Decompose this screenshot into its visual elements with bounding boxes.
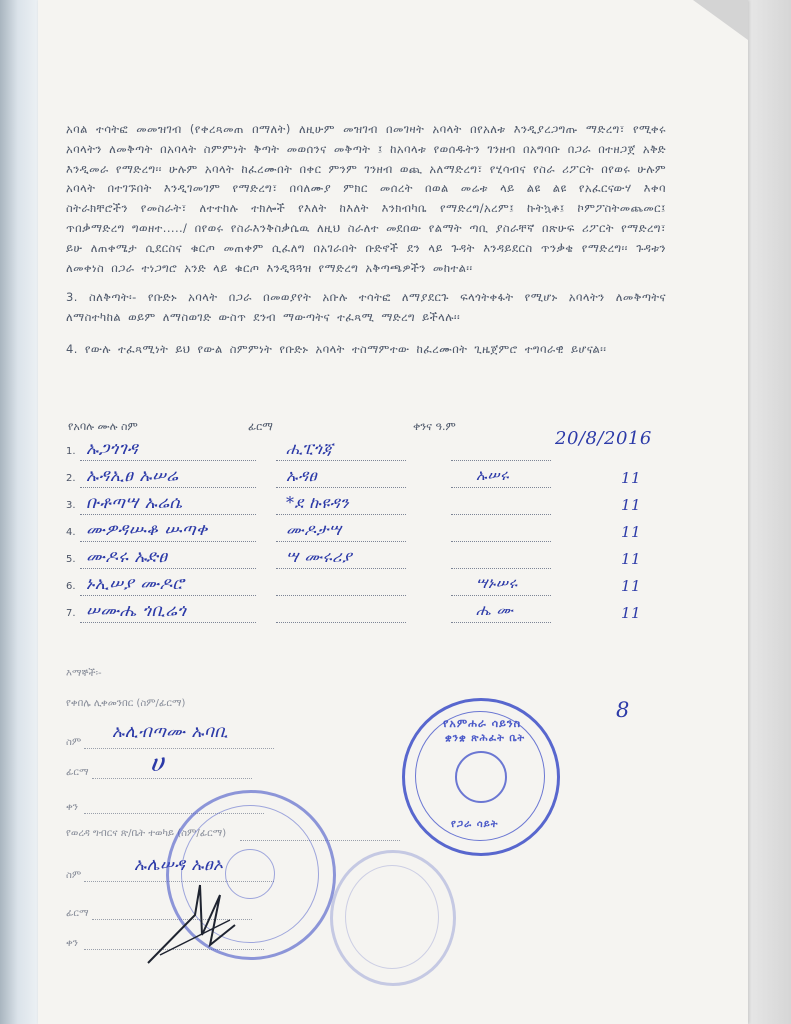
witnesses-label: እማኞች፡- bbox=[66, 668, 102, 679]
member-date: ሔ ሙ bbox=[476, 601, 514, 619]
member-name: ኡጋጎገዳ bbox=[86, 439, 139, 459]
stamp-emblem bbox=[455, 751, 507, 803]
witness-name: ኡሊብጣሙ ኡባቢ bbox=[112, 722, 229, 742]
member-signature: ሙዶታሣ bbox=[286, 520, 342, 539]
member-date: ኡሠሩ bbox=[476, 466, 510, 484]
row-number: 2. bbox=[66, 473, 76, 484]
ditto-mark: 11 bbox=[621, 469, 642, 487]
member-signature: *ደ ኩዩዳን bbox=[286, 493, 350, 512]
page-corner-fold bbox=[693, 0, 748, 40]
faded-stamp bbox=[330, 850, 456, 986]
header-signature: ፊርማ bbox=[248, 420, 273, 433]
signature-label: ፊርማ bbox=[66, 767, 89, 778]
member-date: ሣኑሠሩ bbox=[476, 574, 518, 592]
row-number: 4. bbox=[66, 527, 76, 538]
page-number: 8 bbox=[616, 698, 630, 722]
ditto-mark: 11 bbox=[621, 604, 642, 622]
header-date: ቀንና ዓ.ም bbox=[413, 420, 456, 433]
member-name: ቡቶጣሣ ኡሬሴ bbox=[86, 493, 183, 513]
member-name: ኑኢሠያ ሙዶሮ bbox=[86, 574, 185, 594]
kebele-chair-label: የቀበሌ ሊቀመንበር (ስም/ፊርማ) bbox=[66, 698, 186, 709]
ditto-mark: 11 bbox=[621, 496, 642, 514]
witness-signature: ሀ bbox=[150, 748, 165, 778]
members-list-header bbox=[68, 420, 628, 438]
header-full-name: የአባሉ ሙሉ ስም bbox=[68, 420, 138, 433]
ditto-mark: 11 bbox=[621, 550, 642, 568]
row-number: 7. bbox=[66, 608, 76, 619]
scanner-bed-left bbox=[0, 0, 40, 1024]
member-signature: ሒፒጎጃ bbox=[286, 439, 334, 458]
agreement-text bbox=[66, 120, 666, 370]
date-label: ቀን bbox=[66, 802, 78, 813]
clause-3: 3. ስለቅጣት፡- የቡድኑ አባላት በጋራ በመወያየት አቡሉ ተሳትፎ ለማያደርጉ ፍላጎትቀፋት የሚሆኑ አባላትን ለመቅጣትና ለማስተካከል ወይም ለማስወገድ ውስጥ ደንብ ማውጣትና ተፈጻሚ ማድረግ ይችላሉ፡፡ bbox=[66, 290, 666, 325]
row-number: 5. bbox=[66, 554, 76, 565]
name-label-2: ስም bbox=[66, 870, 82, 881]
member-row bbox=[66, 600, 686, 626]
date-label-2: ቀን bbox=[66, 938, 78, 949]
member-row bbox=[66, 492, 686, 518]
ditto-mark: 11 bbox=[621, 523, 642, 541]
clause-4: 4. የውሉ ተፈጻሚነት ይህ የውል ስምምነት የቡድኑ አባላት ተስማምተው ከፈረሙበት ጊዜጀምሮ ተግባራዊ ይሆናል፡፡ bbox=[66, 341, 607, 356]
official-stamp: የአምሐራ ሳይንስ ቋንቋ ጽሕፈት ቤት የጋራ ሳይት bbox=[402, 698, 560, 856]
member-name: ሙዶሩ ኡድፀ bbox=[86, 547, 168, 567]
member-row bbox=[66, 519, 686, 545]
member-signature: ኡዳፀ bbox=[286, 466, 318, 485]
signature-label-2: ፊርማ bbox=[66, 908, 89, 919]
ditto-mark: 11 bbox=[621, 577, 642, 595]
name-label: ስም bbox=[66, 737, 82, 748]
member-name: ኡዳኢፀ ኡሠሬ bbox=[86, 466, 179, 486]
woreda-office-label: የወረዳ ግብርና ጽ/ቤት ተወካይ (ስም/ፊርማ) bbox=[66, 828, 227, 839]
member-signature: ሣ ሙሩሪያ bbox=[286, 547, 353, 566]
paragraph-duties: አባል ተሳትፎ መመዝገብ (የቀረጻመጠ በማለት) ለዚሁም መዝገብ በመገዛት አባላት በየአለቱ እንዲያረጋግጡ ማድረግ፣ የሚቀሩ አባላትን ለመቅጣት በአባላት ስምምነት ቅጣት መወሰንና መቅጣት ፤ ከአባላቱ የወሰዱትን ገንዘብ በአግባቡ በጋራ በተዘጋጀ አቅድ እንዲመራ የማድረግ፡፡ ሁሉም አባላት ከፈረሙበት በቀር ምንም ገንዘብ ወጪ አለማድረግ፣ የሂሳብና የስራ ሪፖርት በየወሩ ሁሉም አባላት በተገኙበት እንዲገመገም የማድረግ፣ በባለሙያ ምክር መሰረት በወል መሬቱ ላይ ልዩ ልዩ የአፈርናውሃ እቀባ ስትራክቸሮችን የመስራት፣ ለተተከሉ ተክሎች የእለት ከእለት እንክብካቤ የማድረግ/አረም፤ ኩትኳቶ፤ ኮምፖስትመጨመር፤ ጥበቃማድረግ ግወዘተ...../ በየወሩ የስራእንቅስቃሴዉ ለዚህ ስራለተ መደበው የልማት ጣቢ ያስራቸኛ በጽሁፍ ሪፖርት የማድረግ፣ ይሁ ለጠቀሜታ ሲደርስና ቁርጦ መጠቀም ሲፈለግ በአገራበት ቡድኖች ደን ላይ ጉዳት እንዳይደርስ ጥንቃቄ የማድረግ፡፡ ጉዳቱን ለመቀነስ በጋራ ተነጋግሮ አንድ ላይ ቁርጦ እንዲጓጓዝ የማድረግ አቅጣጫዎችን መከተል፡፡ bbox=[66, 122, 666, 275]
first-entry-date: 20/8/2016 bbox=[555, 428, 652, 449]
member-name: ሠሙሔ ጎቢሬጎ bbox=[86, 601, 187, 621]
officer-name: ኡሌሠዳ ኡፀኦ bbox=[134, 855, 224, 875]
member-row bbox=[66, 546, 686, 572]
member-name: ሙዎዳሡቆ ሡጣቀ bbox=[86, 520, 208, 540]
member-row bbox=[66, 465, 686, 491]
row-number: 6. bbox=[66, 581, 76, 592]
officer-signature-scribble bbox=[140, 875, 240, 970]
member-row bbox=[66, 573, 686, 599]
member-row bbox=[66, 438, 686, 464]
row-number: 1. bbox=[66, 446, 76, 457]
row-number: 3. bbox=[66, 500, 76, 511]
